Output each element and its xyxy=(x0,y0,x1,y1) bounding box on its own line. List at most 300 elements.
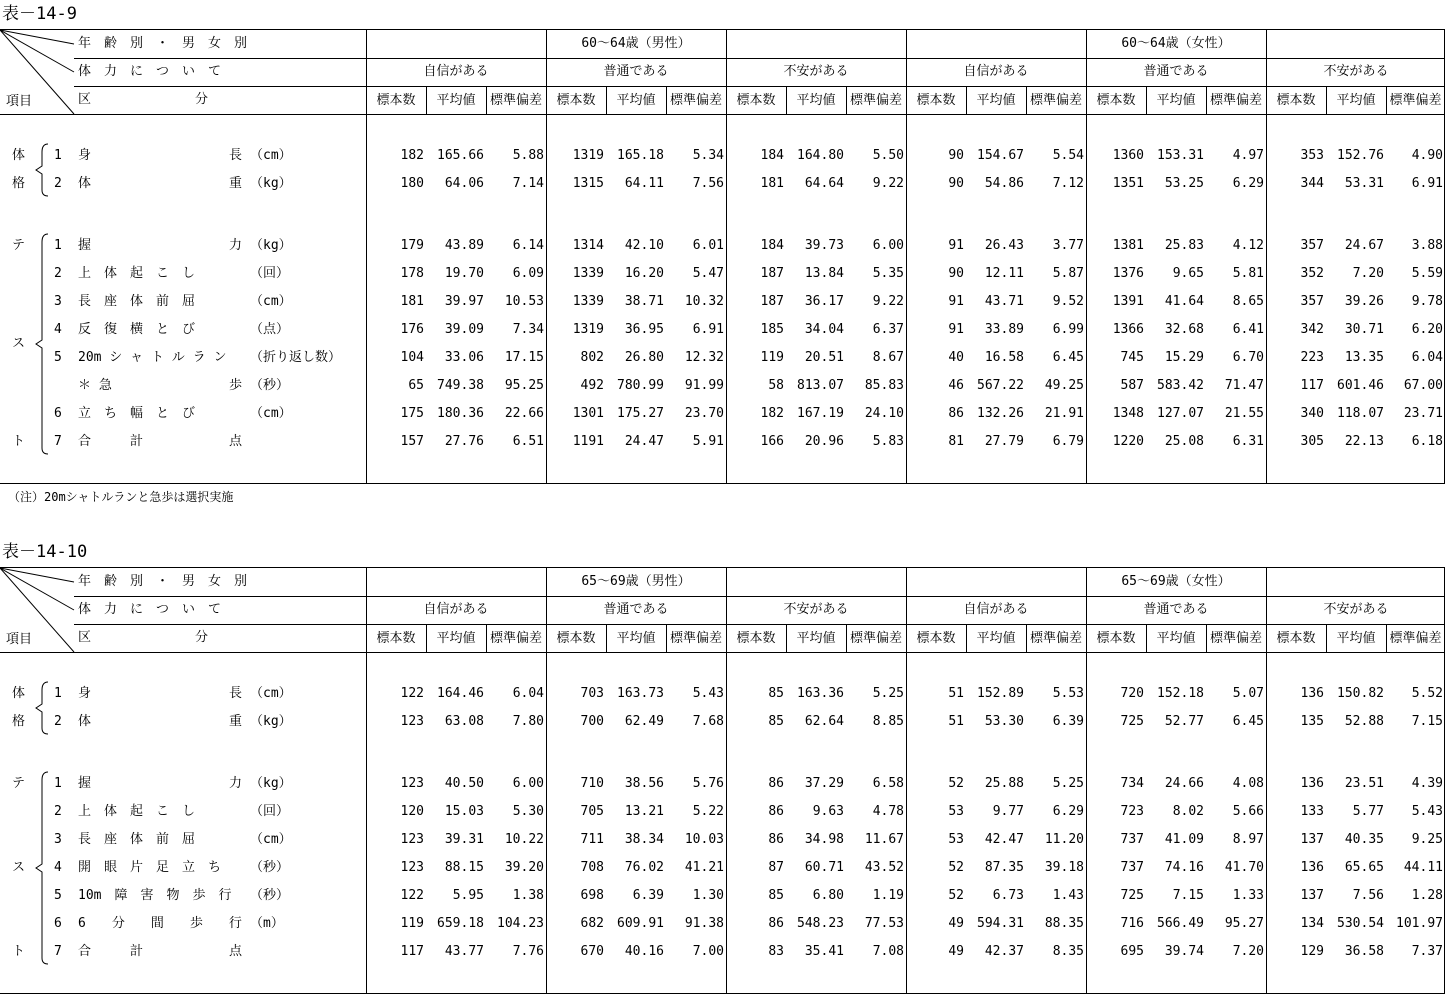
data-cell: 587 xyxy=(1120,378,1144,393)
row-unit: （cm） xyxy=(250,406,292,421)
row-unit: （cm） xyxy=(250,148,292,163)
data-cell: 4.90 xyxy=(1411,148,1443,163)
data-cell: 52 xyxy=(948,860,964,875)
data-cell: 5.43 xyxy=(1411,804,1443,819)
row-item-name: 6 分 間 歩 行 xyxy=(78,916,242,931)
data-cell: 41.70 xyxy=(1224,860,1264,875)
row-item-name: 長 座 体 前 屈 xyxy=(78,832,196,847)
data-cell: 16.20 xyxy=(624,266,664,281)
stat-column-header: 標準偏差 xyxy=(489,631,542,646)
data-cell: 178 xyxy=(400,266,424,281)
data-cell: 594.31 xyxy=(977,916,1024,931)
data-cell: 5.25 xyxy=(1052,776,1084,791)
data-cell: 164.46 xyxy=(437,686,484,701)
data-cell: 7.37 xyxy=(1411,944,1443,959)
data-cell: 39.74 xyxy=(1164,944,1204,959)
data-cell: 6.39 xyxy=(632,888,664,903)
data-cell: 5.87 xyxy=(1052,266,1084,281)
data-cell: 51 xyxy=(948,714,964,729)
data-cell: 6.18 xyxy=(1411,434,1443,449)
stat-column-header: 標本数 xyxy=(556,631,596,646)
row-item-name-end: 重 xyxy=(229,176,243,191)
stat-column-header: 標本数 xyxy=(1096,631,1136,646)
data-cell: 85 xyxy=(768,888,784,903)
data-cell: 9.78 xyxy=(1411,294,1443,309)
row-unit: （回） xyxy=(250,804,290,819)
data-cell: 6.01 xyxy=(692,238,724,253)
data-cell: 5.43 xyxy=(692,686,724,701)
data-cell: 67.00 xyxy=(1403,378,1443,393)
data-cell: 5.52 xyxy=(1411,686,1443,701)
row-unit: （kg） xyxy=(250,714,292,729)
stat-column-header: 平均値 xyxy=(976,631,1016,646)
data-cell: 780.99 xyxy=(617,378,664,393)
data-cell: 1348 xyxy=(1112,406,1144,421)
stat-column-header: 平均値 xyxy=(616,93,656,108)
data-cell: 6.14 xyxy=(512,238,544,253)
data-cell: 53.31 xyxy=(1344,176,1384,191)
data-cell: 4.78 xyxy=(872,804,904,819)
data-cell: 6.29 xyxy=(1052,804,1084,819)
data-cell: 1301 xyxy=(572,406,604,421)
data-cell: 24.47 xyxy=(624,434,664,449)
data-cell: 87.35 xyxy=(984,860,1024,875)
data-cell: 1351 xyxy=(1112,176,1144,191)
data-cell: 36.58 xyxy=(1344,944,1384,959)
category-label-char: テ xyxy=(12,238,26,253)
data-cell: 25.88 xyxy=(984,776,1024,791)
stat-column-header: 標本数 xyxy=(1276,631,1316,646)
row-unit: （秒） xyxy=(250,378,290,393)
data-cell: 1391 xyxy=(1112,294,1144,309)
data-cell: 4.39 xyxy=(1411,776,1443,791)
subgroup-header: 自信がある xyxy=(963,64,1029,79)
header-divider xyxy=(0,652,1445,653)
data-cell: 65.65 xyxy=(1344,860,1384,875)
data-cell: 6.41 xyxy=(1232,322,1264,337)
data-cell: 86 xyxy=(948,406,964,421)
data-cell: 76.02 xyxy=(624,860,664,875)
data-cell: 85 xyxy=(768,714,784,729)
data-cell: 52.77 xyxy=(1164,714,1204,729)
row-item-name-end: 長 xyxy=(229,148,243,163)
stat-column-header: 平均値 xyxy=(796,93,836,108)
row-number: 4 xyxy=(54,322,62,337)
data-cell: 6.00 xyxy=(872,238,904,253)
data-cell: 5.07 xyxy=(1232,686,1264,701)
data-cell: 5.81 xyxy=(1232,266,1264,281)
data-cell: 87 xyxy=(768,860,784,875)
row-item-name: 体 xyxy=(78,176,92,191)
data-cell: 9.65 xyxy=(1172,266,1204,281)
category-label-char: 格 xyxy=(12,176,26,191)
stat-column-header: 標本数 xyxy=(736,631,776,646)
row-number: 7 xyxy=(54,944,62,959)
data-cell: 22.13 xyxy=(1344,434,1384,449)
data-cell: 39.31 xyxy=(444,832,484,847)
data-cell: 154.67 xyxy=(977,148,1024,163)
data-cell: 39.09 xyxy=(444,322,484,337)
data-cell: 132.26 xyxy=(977,406,1024,421)
data-cell: 41.09 xyxy=(1164,832,1204,847)
data-cell: 49.25 xyxy=(1044,378,1084,393)
data-cell: 62.64 xyxy=(804,714,844,729)
data-cell: 1.43 xyxy=(1052,888,1084,903)
data-cell: 305 xyxy=(1300,434,1324,449)
header-divider xyxy=(0,114,1445,115)
data-cell: 6.91 xyxy=(1411,176,1443,191)
data-cell: 10.22 xyxy=(504,832,544,847)
category-brace xyxy=(0,30,60,483)
data-cell: 609.91 xyxy=(617,916,664,931)
data-cell: 24.10 xyxy=(864,406,904,421)
data-cell: 38.71 xyxy=(624,294,664,309)
data-cell: 11.67 xyxy=(864,832,904,847)
data-cell: 7.56 xyxy=(692,176,724,191)
data-cell: 71.47 xyxy=(1224,378,1264,393)
row-item-name: 上 体 起 こ し xyxy=(78,266,196,281)
data-cell: 63.08 xyxy=(444,714,484,729)
data-cell: 179 xyxy=(400,238,424,253)
stat-column-header: 平均値 xyxy=(1156,93,1196,108)
data-cell: 123 xyxy=(400,860,424,875)
data-cell: 20.51 xyxy=(804,350,844,365)
row-item-name: 合 計 xyxy=(78,434,144,449)
data-cell: 7.80 xyxy=(512,714,544,729)
data-cell: 104 xyxy=(400,350,424,365)
data-cell: 23.71 xyxy=(1403,406,1443,421)
row-unit: （cm） xyxy=(250,832,292,847)
row-item-name: 身 xyxy=(78,148,92,163)
data-cell: 182 xyxy=(760,406,784,421)
data-cell: 23.70 xyxy=(684,406,724,421)
row-item-name-end: 点 xyxy=(229,434,243,449)
data-cell: 567.22 xyxy=(977,378,1024,393)
data-cell: 7.68 xyxy=(692,714,724,729)
data-cell: 703 xyxy=(580,686,604,701)
data-cell: 1191 xyxy=(572,434,604,449)
data-cell: 134 xyxy=(1300,916,1324,931)
row-number: 2 xyxy=(54,176,62,191)
row-number: 1 xyxy=(54,238,62,253)
data-cell: 5.54 xyxy=(1052,148,1084,163)
data-cell: 86 xyxy=(768,804,784,819)
stat-column-header: 標準偏差 xyxy=(489,93,542,108)
data-cell: 6.04 xyxy=(1411,350,1443,365)
row-item-name: 立 ち 幅 と び xyxy=(78,406,196,421)
row-item-name: 握 xyxy=(78,238,92,253)
data-cell: 6.37 xyxy=(872,322,904,337)
data-cell: 1.30 xyxy=(692,888,724,903)
data-cell: 6.31 xyxy=(1232,434,1264,449)
data-cell: 53 xyxy=(948,804,964,819)
data-cell: 1339 xyxy=(572,294,604,309)
data-cell: 165.66 xyxy=(437,148,484,163)
subgroup-header: 普通である xyxy=(1143,602,1209,617)
data-cell: 41.64 xyxy=(1164,294,1204,309)
row-item-name-end: 力 xyxy=(229,776,243,791)
data-cell: 548.23 xyxy=(797,916,844,931)
row-number: 4 xyxy=(54,860,62,875)
data-cell: 118.07 xyxy=(1337,406,1384,421)
data-cell: 24.66 xyxy=(1164,776,1204,791)
data-cell: 129 xyxy=(1300,944,1324,959)
row-number: 1 xyxy=(54,776,62,791)
data-cell: 6.80 xyxy=(812,888,844,903)
data-cell: 6.20 xyxy=(1411,322,1443,337)
data-cell: 13.21 xyxy=(624,804,664,819)
data-cell: 23.51 xyxy=(1344,776,1384,791)
stat-column-header: 標準偏差 xyxy=(849,93,902,108)
stat-column-header: 標本数 xyxy=(376,631,416,646)
row-unit: （秒） xyxy=(250,888,290,903)
data-cell: 175 xyxy=(400,406,424,421)
data-cell: 43.71 xyxy=(984,294,1024,309)
data-cell: 745 xyxy=(1120,350,1144,365)
data-cell: 492 xyxy=(580,378,604,393)
row-item-name-end: 長 xyxy=(229,686,243,701)
data-cell: 5.47 xyxy=(692,266,724,281)
data-cell: 83 xyxy=(768,944,784,959)
data-cell: 6.58 xyxy=(872,776,904,791)
data-cell: 1.38 xyxy=(512,888,544,903)
data-cell: 7.20 xyxy=(1232,944,1264,959)
data-cell: 5.83 xyxy=(872,434,904,449)
data-cell: 64.06 xyxy=(444,176,484,191)
data-cell: 91 xyxy=(948,322,964,337)
data-cell: 5.30 xyxy=(512,804,544,819)
data-cell: 22.66 xyxy=(504,406,544,421)
data-cell: 40 xyxy=(948,350,964,365)
subgroup-header: 普通である xyxy=(603,64,669,79)
group-header: 65～69歳（男性） xyxy=(581,574,691,589)
data-cell: 21.91 xyxy=(1044,406,1084,421)
data-cell: 52.88 xyxy=(1344,714,1384,729)
stat-column-header: 標準偏差 xyxy=(1029,93,1082,108)
data-cell: 9.52 xyxy=(1052,294,1084,309)
data-cell: 3.77 xyxy=(1052,238,1084,253)
header-row-label: 区 分 xyxy=(78,630,209,645)
stat-column-header: 平均値 xyxy=(976,93,1016,108)
category-label-char: 格 xyxy=(12,714,26,729)
data-cell: 7.08 xyxy=(872,944,904,959)
data-cell: 137 xyxy=(1300,832,1324,847)
category-label-char: ス xyxy=(12,860,26,875)
data-cell: 38.56 xyxy=(624,776,664,791)
data-cell: 136 xyxy=(1300,776,1324,791)
data-cell: 49 xyxy=(948,944,964,959)
data-cell: 43.89 xyxy=(444,238,484,253)
data-cell: 42.47 xyxy=(984,832,1024,847)
data-cell: 127.07 xyxy=(1157,406,1204,421)
header-row-label: 年 齢 別 ・ 男 女 別 xyxy=(78,574,248,589)
data-cell: 187 xyxy=(760,266,784,281)
data-cell: 185 xyxy=(760,322,784,337)
data-cell: 13.84 xyxy=(804,266,844,281)
data-cell: 136 xyxy=(1300,860,1324,875)
data-cell: 39.73 xyxy=(804,238,844,253)
stat-column-header: 標準偏差 xyxy=(1029,631,1082,646)
row-unit: （kg） xyxy=(250,176,292,191)
data-cell: 3.88 xyxy=(1411,238,1443,253)
data-cell: 187 xyxy=(760,294,784,309)
row-number: 6 xyxy=(54,916,62,931)
data-cell: 353 xyxy=(1300,148,1324,163)
data-cell: 6.73 xyxy=(992,888,1024,903)
data-cell: 165.18 xyxy=(617,148,664,163)
data-cell: 25.08 xyxy=(1164,434,1204,449)
stat-column-header: 平均値 xyxy=(1156,631,1196,646)
data-cell: 137 xyxy=(1300,888,1324,903)
stat-column-header: 平均値 xyxy=(616,631,656,646)
data-cell: 7.00 xyxy=(692,944,724,959)
data-cell: 40.16 xyxy=(624,944,664,959)
data-cell: 4.97 xyxy=(1232,148,1264,163)
subgroup-header: 不安がある xyxy=(1323,602,1389,617)
data-cell: 5.66 xyxy=(1232,804,1264,819)
data-cell: 4.08 xyxy=(1232,776,1264,791)
data-cell: 21.55 xyxy=(1224,406,1264,421)
data-cell: 30.71 xyxy=(1344,322,1384,337)
data-cell: 184 xyxy=(760,148,784,163)
data-cell: 53.25 xyxy=(1164,176,1204,191)
data-cell: 700 xyxy=(580,714,604,729)
data-cell: 13.35 xyxy=(1344,350,1384,365)
data-cell: 682 xyxy=(580,916,604,931)
data-cell: 53.30 xyxy=(984,714,1024,729)
data-cell: 90 xyxy=(948,176,964,191)
data-cell: 698 xyxy=(580,888,604,903)
data-cell: 52 xyxy=(948,888,964,903)
data-cell: 163.36 xyxy=(797,686,844,701)
data-cell: 54.86 xyxy=(984,176,1024,191)
data-cell: 16.58 xyxy=(984,350,1024,365)
corner-label: 項目 xyxy=(6,94,33,109)
data-cell: 1339 xyxy=(572,266,604,281)
data-cell: 34.04 xyxy=(804,322,844,337)
data-cell: 91 xyxy=(948,294,964,309)
data-cell: 20.96 xyxy=(804,434,844,449)
data-cell: 85 xyxy=(768,686,784,701)
category-label-char: 体 xyxy=(12,686,26,701)
header-row-label: 体 力 に つ い て xyxy=(78,64,222,79)
data-cell: 695 xyxy=(1120,944,1144,959)
header-divider xyxy=(366,596,1445,597)
data-cell: 705 xyxy=(580,804,604,819)
data-cell: 181 xyxy=(760,176,784,191)
data-cell: 123 xyxy=(400,832,424,847)
data-cell: 813.07 xyxy=(797,378,844,393)
stat-column-header: 標本数 xyxy=(376,93,416,108)
data-cell: 711 xyxy=(580,832,604,847)
row-number: 3 xyxy=(54,294,62,309)
category-label-char: テ xyxy=(12,776,26,791)
header-row-label: 区 分 xyxy=(78,92,209,107)
data-cell: 5.25 xyxy=(872,686,904,701)
data-cell: 12.32 xyxy=(684,350,724,365)
data-cell: 26.43 xyxy=(984,238,1024,253)
data-cell: 5.22 xyxy=(692,804,724,819)
data-cell: 175.27 xyxy=(617,406,664,421)
data-cell: 15.29 xyxy=(1164,350,1204,365)
data-cell: 40.50 xyxy=(444,776,484,791)
data-cell: 1319 xyxy=(572,322,604,337)
data-cell: 1376 xyxy=(1112,266,1144,281)
data-cell: 5.88 xyxy=(512,148,544,163)
data-cell: 42.10 xyxy=(624,238,664,253)
data-cell: 720 xyxy=(1120,686,1144,701)
data-cell: 5.34 xyxy=(692,148,724,163)
row-unit: （秒） xyxy=(250,860,290,875)
data-cell: 36.17 xyxy=(804,294,844,309)
data-cell: 88.35 xyxy=(1044,916,1084,931)
data-cell: 7.15 xyxy=(1411,714,1443,729)
subgroup-header: 普通である xyxy=(603,602,669,617)
data-cell: 51 xyxy=(948,686,964,701)
data-cell: 90 xyxy=(948,148,964,163)
data-cell: 10.03 xyxy=(684,832,724,847)
data-cell: 6.79 xyxy=(1052,434,1084,449)
data-cell: 1220 xyxy=(1112,434,1144,449)
row-item-name-end: 点 xyxy=(229,944,243,959)
data-cell: 6.39 xyxy=(1052,714,1084,729)
row-unit: （m） xyxy=(250,916,284,931)
stat-column-header: 平均値 xyxy=(1336,93,1376,108)
data-cell: 119 xyxy=(760,350,784,365)
row-unit: （点） xyxy=(250,322,290,337)
data-cell: 357 xyxy=(1300,294,1324,309)
stat-column-header: 標本数 xyxy=(916,93,956,108)
data-cell: 6.09 xyxy=(512,266,544,281)
data-cell: 163.73 xyxy=(617,686,664,701)
data-cell: 10.32 xyxy=(684,294,724,309)
data-cell: 152.18 xyxy=(1157,686,1204,701)
row-unit: （折り返し数） xyxy=(250,350,342,365)
data-cell: 1360 xyxy=(1112,148,1144,163)
data-cell: 8.35 xyxy=(1052,944,1084,959)
data-cell: 6.70 xyxy=(1232,350,1264,365)
row-unit: （回） xyxy=(250,266,290,281)
row-item-name: 上 体 起 こ し xyxy=(78,804,196,819)
data-cell: 7.76 xyxy=(512,944,544,959)
stat-column-header: 標準偏差 xyxy=(849,631,902,646)
data-cell: 176 xyxy=(400,322,424,337)
data-cell: 357 xyxy=(1300,238,1324,253)
data-cell: 180 xyxy=(400,176,424,191)
row-unit: （kg） xyxy=(250,776,292,791)
data-cell: 5.95 xyxy=(452,888,484,903)
data-cell: 5.76 xyxy=(692,776,724,791)
data-cell: 33.89 xyxy=(984,322,1024,337)
data-cell: 1319 xyxy=(572,148,604,163)
data-cell: 119 xyxy=(400,916,424,931)
data-cell: 7.20 xyxy=(1352,266,1384,281)
data-cell: 46 xyxy=(948,378,964,393)
data-cell: 65 xyxy=(408,378,424,393)
stat-column-header: 標準偏差 xyxy=(669,631,722,646)
data-cell: 26.80 xyxy=(624,350,664,365)
row-number: 5 xyxy=(54,350,62,365)
data-cell: 6.51 xyxy=(512,434,544,449)
data-cell: 11.20 xyxy=(1044,832,1084,847)
data-cell: 583.42 xyxy=(1157,378,1204,393)
data-cell: 184 xyxy=(760,238,784,253)
subgroup-header: 不安がある xyxy=(783,602,849,617)
data-cell: 1.28 xyxy=(1411,888,1443,903)
row-number: 1 xyxy=(54,148,62,163)
data-cell: 6.99 xyxy=(1052,322,1084,337)
data-cell: 86 xyxy=(768,916,784,931)
